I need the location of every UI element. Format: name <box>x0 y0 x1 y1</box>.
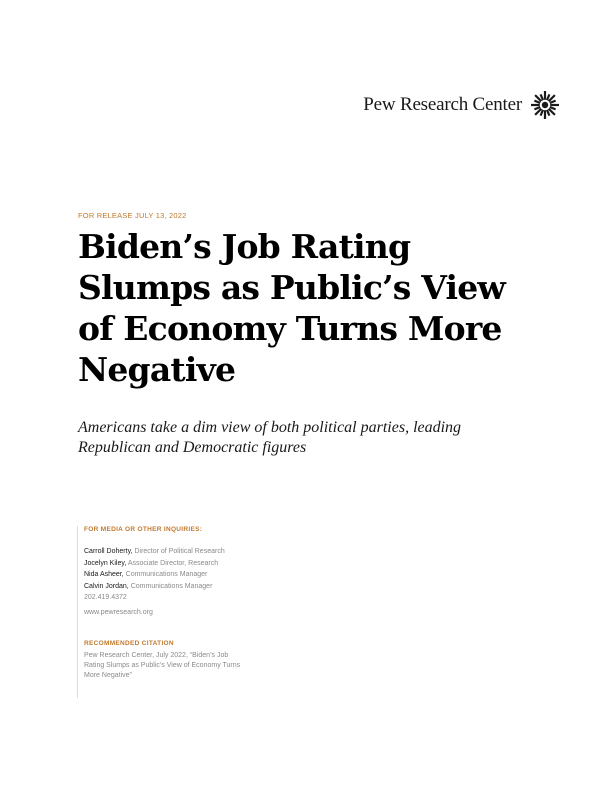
contact-person <box>84 569 284 581</box>
website-link[interactable]: www.pewresearch.org <box>84 609 153 616</box>
subtitle-line: Americans take a dim view of both political parties, leading <box>78 419 462 436</box>
contact-list <box>84 546 284 592</box>
subtitle-line: Republican and Democratic figures <box>78 439 307 456</box>
citation-line: More Negative” <box>84 672 132 679</box>
brand-header <box>363 90 560 120</box>
contact-person <box>84 581 284 593</box>
release-date: FOR RELEASE JULY 13, 2022 <box>78 211 187 220</box>
contact-sidebar <box>77 526 284 698</box>
contact-role: Associate Director, Research <box>127 559 219 567</box>
contact-role: Communications Manager <box>130 582 213 590</box>
title-line: Biden’s Job Rating <box>78 227 411 266</box>
media-inquiries-heading: FOR MEDIA OR OTHER INQUIRIES: <box>84 526 203 533</box>
title-line: of Economy Turns More <box>78 309 502 348</box>
contact-name: Jocelyn Kiley, <box>84 559 127 567</box>
citation-text <box>84 651 259 681</box>
contact-person <box>84 546 284 558</box>
citation-line: Rating Slumps as Public’s View of Economy Turns <box>84 662 241 669</box>
title-line: Slumps as Public’s View <box>78 268 506 307</box>
contact-role: Director of Political Research <box>134 548 225 555</box>
sunburst-logo-icon <box>530 90 560 120</box>
brand-name: Pew Research Center <box>363 94 522 115</box>
page-subtitle <box>78 418 518 458</box>
contact-name: Carroll Doherty, <box>84 548 133 555</box>
contact-role: Communications Manager <box>125 571 208 578</box>
page-title <box>78 226 548 390</box>
contact-phone: 202.419.4372 <box>84 594 127 601</box>
citation-line: Pew Research Center, July 2022, “Biden’s Job <box>84 652 229 659</box>
title-line: Negative <box>78 350 236 389</box>
contact-name: Calvin Jordan, <box>84 582 129 590</box>
citation-heading: RECOMMENDED CITATION <box>84 640 174 647</box>
contact-person <box>84 558 284 570</box>
contact-name: Nida Asheer, <box>84 571 124 578</box>
